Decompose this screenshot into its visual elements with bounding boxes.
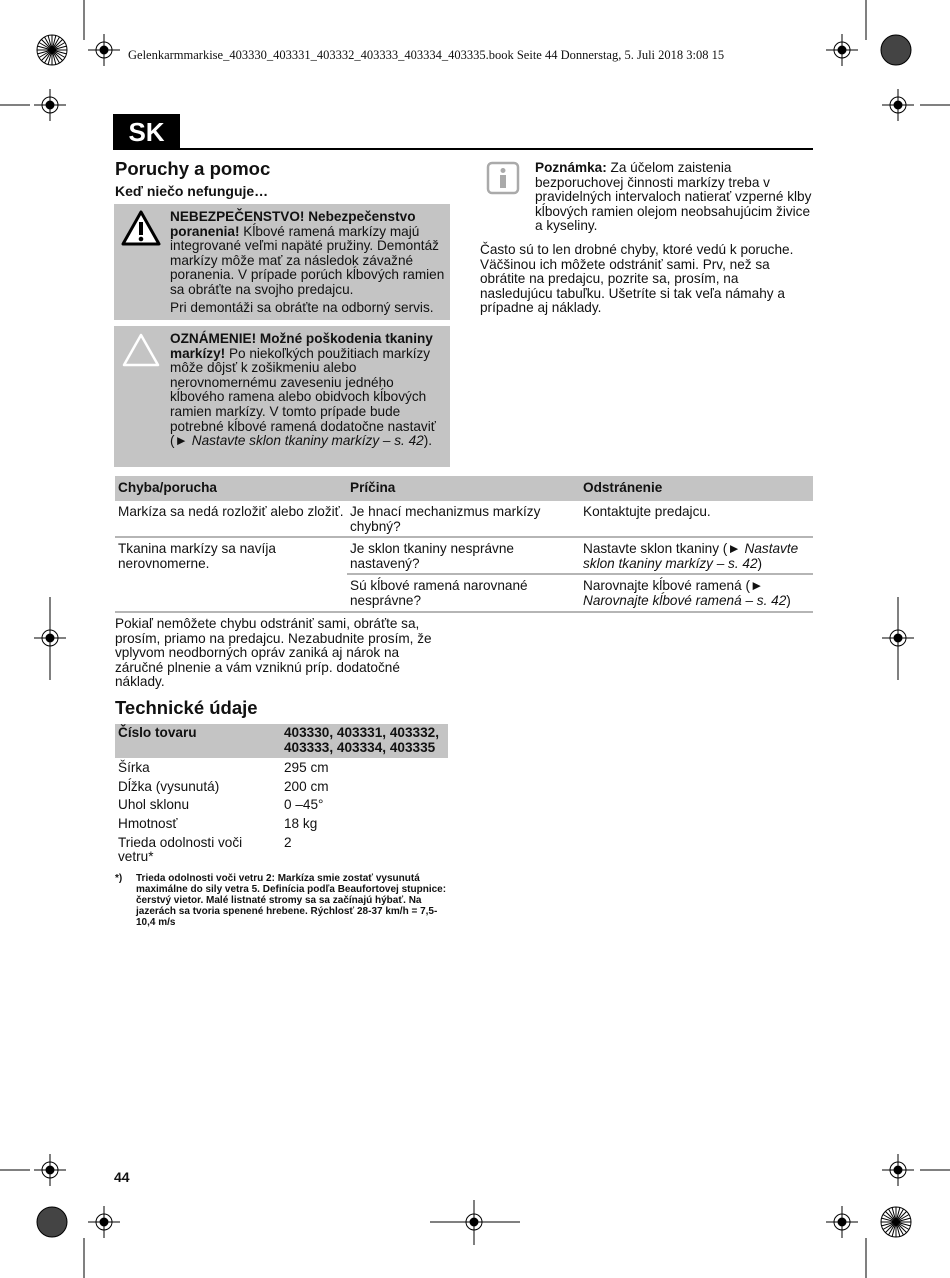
- danger-text-2: Pri demontáži sa obráťte na odborný servis.: [170, 299, 434, 315]
- tech-header-label: Číslo tovaru: [115, 724, 281, 758]
- fix-cell: Kontaktujte predajcu.: [580, 501, 813, 537]
- color-target: [881, 35, 911, 65]
- cause-cell: Je hnací mechanizmus markízy chybný?: [347, 501, 580, 537]
- fault-cell: Markíza sa nedá rozložiť alebo zložiť.: [115, 501, 347, 537]
- column-header: Chyba/porucha: [115, 476, 347, 501]
- footnote-mark: *): [115, 873, 123, 884]
- danger-heading: NEBEZPEČENSTVO! Nebezpečenstvo poranenia!: [170, 209, 416, 239]
- column-header: Príčina: [347, 476, 580, 501]
- registration-mark: [894, 101, 902, 109]
- fix-cell: Narovnajte kĺbové ramená (► Narovnajte kĺbové ramená – s. 42): [580, 574, 813, 611]
- tech-row: Dĺžka (vysunutá) 200 cm: [118, 778, 329, 794]
- tech-row: Hmotnosť 18 kg: [118, 815, 318, 831]
- tech-header-row: [115, 724, 448, 758]
- footnote-text: Trieda odolnosti voči vetru 2: Markíza smie zostať vysunutá maximálne do sily vetra 5. Definícia podľa Beaufortovej stupnice: čerstvý vietor. Malé listnaté stromy sa sa začínajú hýbať. Na jazerách sa tvoria spenené hrebene. Rýchlosť 28-37 km/h = 7,5-10,4 m/s: [136, 873, 447, 928]
- registration-mark: [46, 101, 54, 109]
- registration-mark: [838, 1218, 846, 1226]
- column-header: Odstránenie: [580, 476, 813, 501]
- notice-heading: OZNÁMENIE! Možné poškodenia tkaniny markízy!: [170, 331, 433, 361]
- intro-paragraph: Často sú to len drobné chyby, ktoré vedú k poruche. Väčšinou ich môžete odstrániť sami. Prv, než sa obrátite na predajcu, pozrite sa, prosím, na nasledujúcu tabuľku. Ušetríte si tak veľa námahy a prípadne aj náklady.: [480, 242, 794, 316]
- danger-text: Kĺbové ramená markízy majú integrované veľmi napäté pružiny. Demontáž markízy môže mať za následok závažné poranenia. V prípade porúch kĺbových ramien sa obráťte na svojho predajcu.: [170, 223, 445, 297]
- cross-reference: ► Nastavte sklon tkaniny markízy – s. 42: [583, 541, 799, 571]
- registration-mark: [838, 46, 846, 54]
- notice-reference: ► Nastavte sklon tkaniny markízy – s. 42: [174, 433, 424, 449]
- registration-mark: [100, 1218, 108, 1226]
- registration-mark: [100, 46, 108, 54]
- section-subtitle: Keď niečo nefunguje…: [115, 183, 269, 199]
- notice-text: Po niekoľkých použitiach markízy môže dôjsť k zošikmeniu alebo nerovnomernému zaveseniu jedného kĺbového ramena alebo obidvoch kĺbových ramien markízy. V tomto prípade bude potrebné kĺbové ramená dodatočne nastaviť (: [170, 345, 436, 449]
- tech-title: Technické údaje: [115, 697, 258, 718]
- registration-mark: [46, 1166, 54, 1174]
- tech-table: [115, 724, 448, 866]
- note-block: [535, 161, 813, 234]
- file-header: Gelenkarmmarkise_403330_403331_403332_403333_403334_403335.book Seite 44 Donnerstag, 5. Juli 2018 3:08 15: [128, 48, 725, 62]
- table-row: [115, 537, 813, 574]
- language-tab: SK: [113, 114, 180, 150]
- tech-row: Šírka 295 cm: [118, 760, 329, 776]
- note-text: Za účelom zaistenia bezporuchovej činnosti markízy treba v pravidelných intervaloch natierať vzperné klby kĺbových ramien olejom neobsahujúcim živice a kyseliny.: [535, 160, 812, 234]
- color-target: [37, 1207, 67, 1237]
- fault-table: [115, 476, 813, 613]
- caution-triangle-icon: [121, 332, 161, 373]
- table-row: [115, 501, 813, 537]
- info-icon: [486, 161, 520, 200]
- page-number: 44: [114, 1169, 130, 1185]
- fault-cell: Tkanina markízy sa navíja nerovnomerne.: [115, 537, 347, 611]
- danger-box: [114, 204, 450, 320]
- after-table-paragraph: Pokiaľ nemôžete chybu odstrániť sami, obráťte sa, prosím, priamo na predajcu. Nezabudnite prosím, že vplyvom neodborných opráv zaniká aj nárok na záručné plnenie a vám vzniknú príp. dodatočné náklady.: [115, 616, 432, 690]
- cause-cell: Sú kĺbové ramená narovnané nesprávne?: [347, 574, 580, 611]
- header-rule: [113, 148, 813, 150]
- fix-cell: Nastavte sklon tkaniny (► Nastavte sklon tkaniny markízy – s. 42): [580, 537, 813, 574]
- tech-header-value: 403330, 403331, 403332, 403333, 403334, 403335: [281, 724, 448, 758]
- registration-mark: [894, 1166, 902, 1174]
- warning-triangle-icon: [121, 210, 161, 251]
- tech-row: Uhol sklonu 0 –45°: [118, 797, 324, 813]
- cause-cell: Je sklon tkaniny nesprávne nastavený?: [347, 537, 580, 574]
- table-header-row: [115, 476, 813, 501]
- note-label: Poznámka:: [535, 160, 607, 175]
- notice-box: OZNÁMENIE! Možné poškodenia tkaniny markízy! Po niekoľkých použitiach markízy môže dôjsť k zošikmeniu alebo nerovnomernému zaveseniu jedného kĺbového ramena alebo obidvoch kĺbových ramien markízy. V tomto prípade bude potrebné kĺbové ramená dodatočne nastaviť (► Nastavte sklon tkaniny markízy – s. 42).: [114, 326, 450, 467]
- tech-row: Trieda odolnosti voči vetru* 2: [118, 834, 292, 865]
- section-title: Poruchy a pomoc: [115, 158, 271, 179]
- cross-reference: ► Narovnajte kĺbové ramená – s. 42: [583, 578, 787, 608]
